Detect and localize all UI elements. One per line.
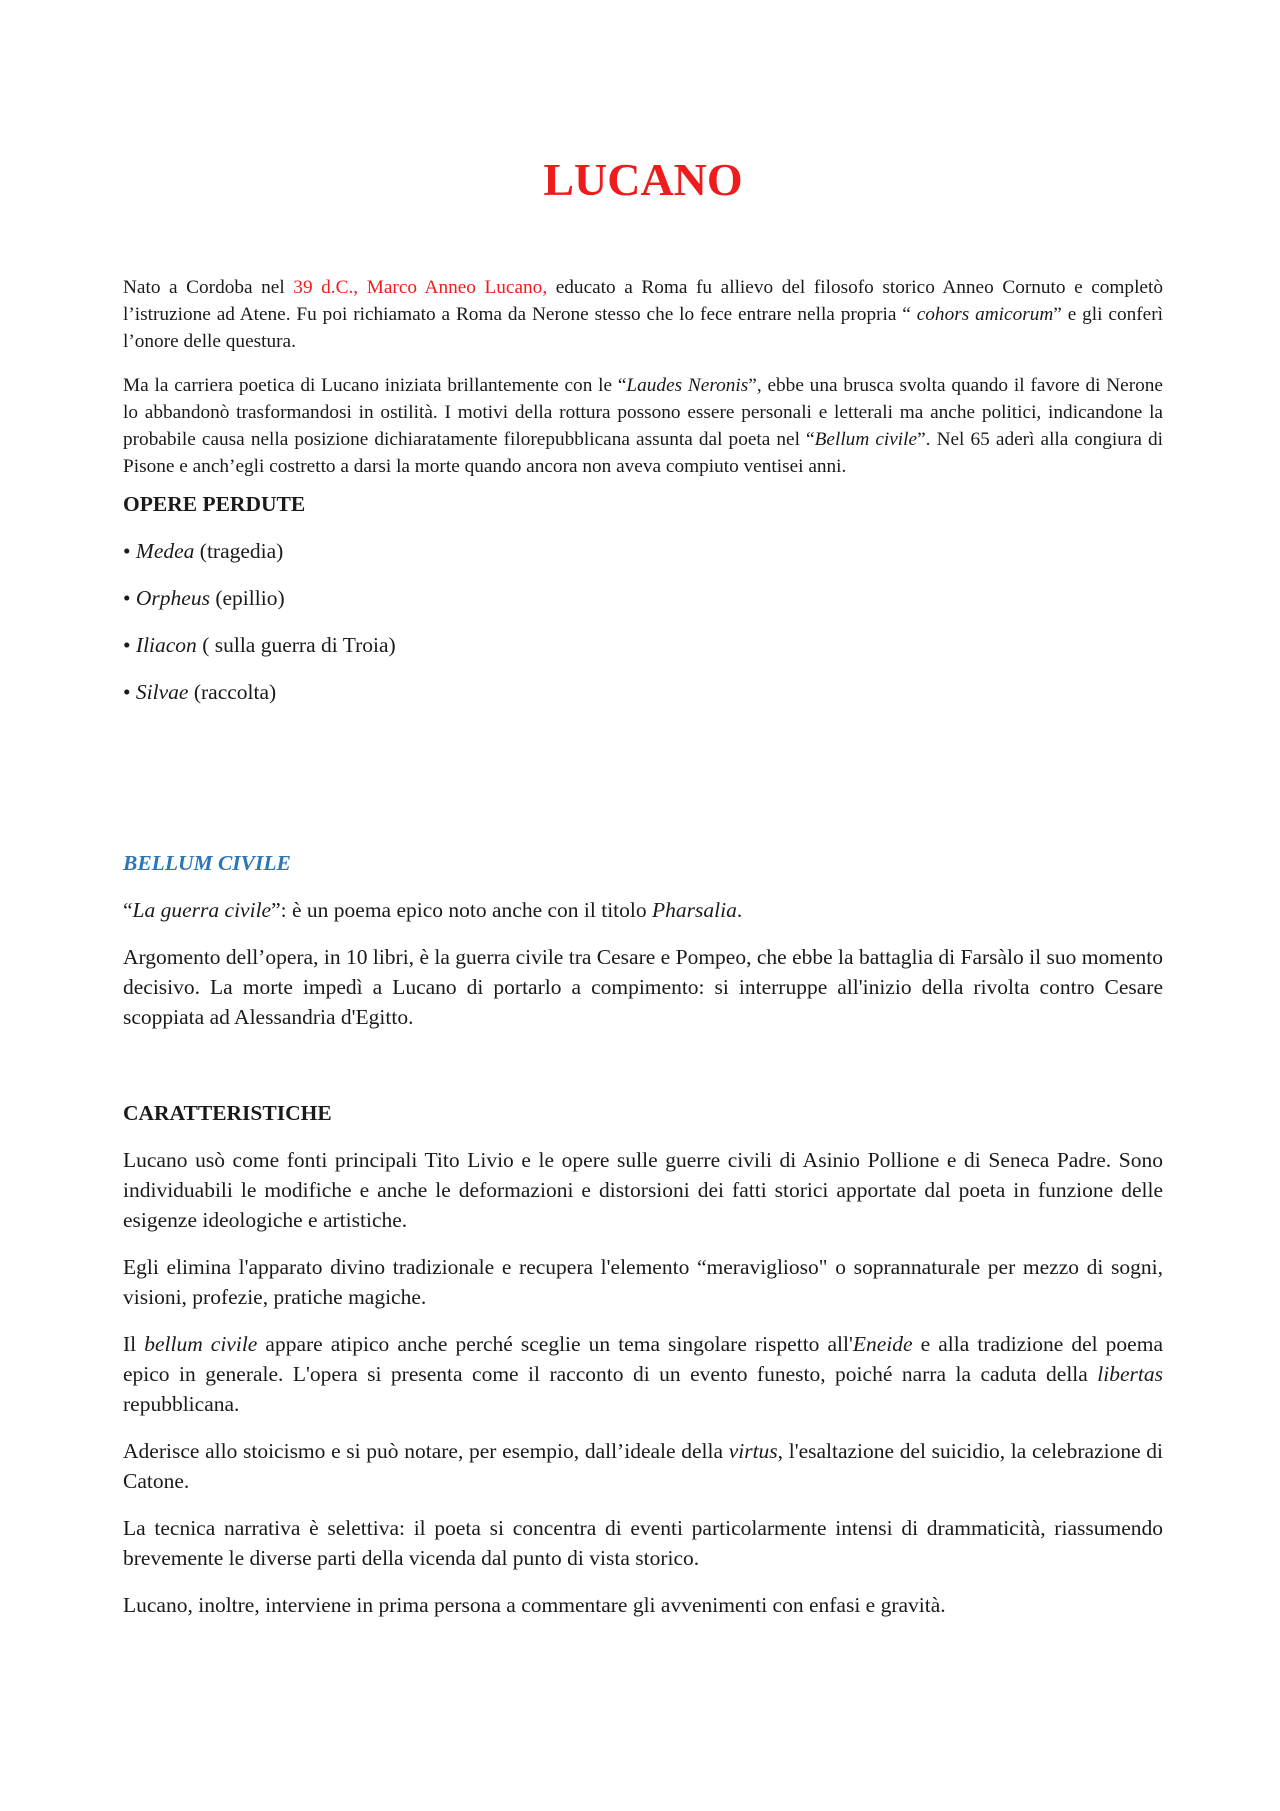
opere-perdute-section — [123, 489, 1163, 724]
bellum-civile-heading: BELLUM CIVILE — [123, 851, 291, 875]
page-title: LUCANO — [543, 154, 743, 205]
list-item: • Iliacon ( sulla guerra di Troia) — [123, 633, 396, 657]
bellum-paragraph-1: “La guerra civile”: è un poema epico noto anche con il titolo Pharsalia. — [123, 898, 743, 922]
caratteristiche-paragraph-2: Egli elimina l'apparato divino tradizionale e recupera l'elemento “meraviglioso" o soprannaturale per mezzo di sogni, visioni, profezie, pratiche magiche. — [123, 1255, 1163, 1309]
list-item: • Orpheus (epillio) — [123, 586, 285, 610]
caratteristiche-paragraph-4: Aderisce allo stoicismo e si può notare, per esempio, dall’ideale della virtus, l'esaltazione del suicidio, la celebrazione di Catone. — [123, 1439, 1164, 1493]
caratteristiche-heading: CARATTERISTICHE — [123, 1101, 332, 1125]
opere-perdute-heading: OPERE PERDUTE — [123, 492, 306, 516]
caratteristiche-paragraph-6: Lucano, inoltre, interviene in prima persona a commentare gli avvenimenti con enfasi e gravità. — [123, 1593, 946, 1617]
caratteristiche-section — [123, 1098, 1163, 1637]
caratteristiche-paragraph-3: Il bellum civile appare atipico anche perché sceglie un tema singolare rispetto all'Eneide e alla tradizione del poema epico in generale. L'opera si presenta come il racconto di un evento funesto, poiché narra la caduta della libertas repubblicana. — [123, 1332, 1163, 1416]
birth-year: 39 d.C., — [293, 277, 359, 298]
caratteristiche-paragraph-5: La tecnica narrativa è selettiva: il poeta si concentra di eventi particolarmente intensi di drammaticità, riassumendo brevemente le diverse parti della vicenda dal punto di vista storico. — [123, 1516, 1163, 1570]
caratteristiche-paragraph-1: Lucano usò come fonti principali Tito Livio e le opere sulle guerre civili di Asinio Pollione e di Seneca Padre. Sono individuabili le modifiche e anche le deformazioni e distorsioni dei fatti storici apportate dal poeta in funzione delle esigenze ideologiche e artistiche. — [123, 1148, 1163, 1232]
bellum-paragraph-2: Argomento dell’opera, in 10 libri, è la guerra civile tra Cesare e Pompeo, che ebbe la battaglia di Farsàlo il suo momento decisivo. La morte impedì a Lucano di portarlo a compimento: si interruppe all'inizio della rivolta contro Cesare scoppiata ad Alessandria d'Egitto. — [123, 945, 1163, 1029]
bellum-civile-section — [123, 848, 1163, 1049]
list-item: • Medea (tragedia) — [123, 539, 284, 563]
intro-paragraph-2: Ma la carriera poetica di Lucano iniziata brillantemente con le “Laudes Neronis”, ebbe una brusca svolta quando il favore di Nerone lo abbandonò trasformandosi in ostilità. I motivi della rottura possono essere personali e letterali ma anche politici, indicandone la probabile causa nella posizione dichiaratamente filorepubblicana assunta dal poeta nel “Bellum civile”. Nel 65 aderì alla congiura di Pisone e anch’egli costretto a darsi la morte quando ancora non aveva compiuto ventisei anni. — [123, 375, 1163, 477]
intro-paragraph-1: Nato a Cordoba nel 39 d.C., Marco Anneo Lucano, educato a Roma fu allievo del filosofo storico Anneo Cornuto e completò l’istruzione ad Atene. Fu poi richiamato a Roma da Nerone stesso che lo fece entrare nella propria “ cohors amicorum” e gli conferì l’onore delle questura. — [123, 277, 1163, 352]
list-item: • Silvae (raccolta) — [123, 680, 277, 704]
author-name: Marco Anneo Lucano, — [366, 277, 548, 298]
intro-section — [123, 274, 1163, 497]
